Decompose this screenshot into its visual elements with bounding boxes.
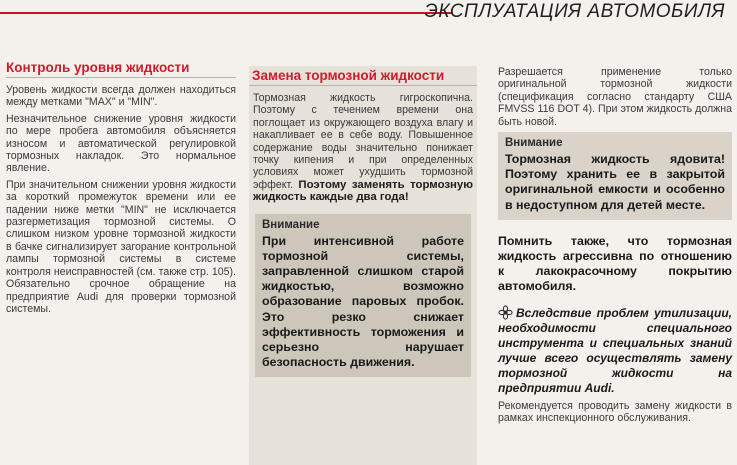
environment-note xyxy=(498,305,732,396)
paragraph: При значительном снижении уровня жидкости за короткий промежуток времени или ее падении ниже метки "MIN" не исключается разгерметизация тормозной системы. О слишком низком уровне тормозной жидкости в бачке сигнализирует загорание контрольной лампы тормозной системы в системе контроля неисправностей (см. также стр. 105). Обязательно срочное обращение на предприятие Audi для проверки тормозной системы. xyxy=(6,178,236,315)
column-fluid-replacement xyxy=(249,66,477,465)
page-title: ЭКСПЛУАТАЦИЯ АВТОМОБИЛЯ xyxy=(424,1,725,22)
warning-box xyxy=(255,214,471,378)
environment-note-text: Вследствие проблем утилизации, необходимости специального инструмента и специальных знаний лучше всего осуществлять замену тормозной жидкости на предприятии Audi. xyxy=(498,305,732,395)
section-title-fluid-level: Контроль уровня жидкости xyxy=(6,60,236,78)
warning-title: Внимание xyxy=(262,218,320,231)
column-fluid-spec xyxy=(498,66,732,428)
warning-text: Тормозная жидкость ядовита! Поэтому хранить ее в закрытой оригинальной емкости и особенно в недоступном для детей месте. xyxy=(505,152,725,212)
paint-warning-text: Помнить также, что тормозная жидкость агрессивна по отношению к лакокрасочному покрытию автомобиля. xyxy=(498,233,732,294)
warning-text: При интенсивной работе тормозной системы, заправленной слишком старой жидкостью, возможно образование паровых пробок. Это резко снижает эффективность торможения и серьезно нарушает безопасность движения. xyxy=(262,233,464,370)
paragraph: Рекомендуется проводить замену жидкости в рамках инспекционного обслуживания. xyxy=(498,399,732,425)
warning-title: Внимание xyxy=(505,137,563,150)
paragraph: Разрешается применение только оригинальной тормозной жидкости (спецификация согласно стандарту США FMVSS 116 DOT 4). При этом жидкость должна быть новой. xyxy=(498,66,732,128)
emphasis-text: Поэтому заменять тормозную жидкость каждые два года! xyxy=(253,178,473,204)
header-rule xyxy=(0,12,452,14)
paragraph: Уровень жидкости всегда должен находиться между метками "MAX" и "MIN". xyxy=(6,84,236,109)
paragraph xyxy=(249,92,477,204)
section-title-fluid-replacement: Замена тормозной жидкости xyxy=(249,68,477,86)
column-fluid-level xyxy=(6,60,236,319)
page-header xyxy=(0,0,737,26)
paragraph: Незначительное снижение уровня жидкости по мере пробега автомобиля объясняется износом и автоматической регулировкой тормозных накладок. Это нормальное явление. xyxy=(6,112,236,175)
warning-box xyxy=(498,132,732,220)
flower-icon xyxy=(498,305,513,320)
paragraph-text: Тормозная жидкость гигроскопична. Поэтому с течением времени она поглощает из окружающего воздуха влагу и накапливает ее в себе воду. Повышенное содержание воды значительно понижает точку кипения и при определенных условиях может ухудшить тормозной эффект. xyxy=(253,92,473,191)
